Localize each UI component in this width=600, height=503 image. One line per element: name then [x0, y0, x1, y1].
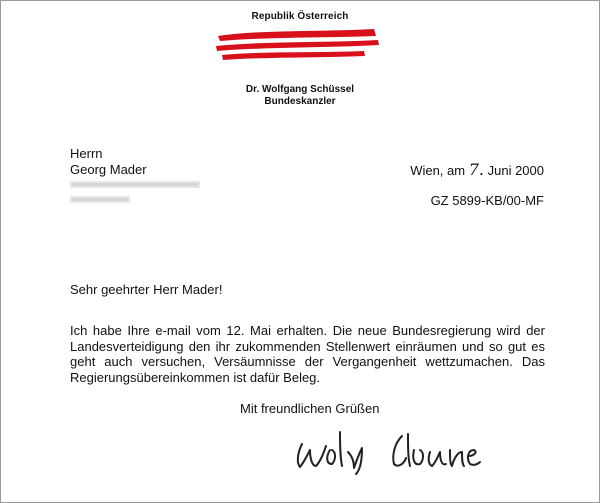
greeting: Sehr geehrter Herr Mader!: [70, 282, 223, 297]
date-month-year: Juni 2000: [487, 163, 544, 178]
redacted-address-line-1: [70, 180, 205, 190]
handwritten-signature: [290, 422, 500, 477]
flag-stripe-top: [218, 29, 376, 41]
sender-block: [220, 84, 380, 108]
date-day-handwritten: 7.: [468, 160, 484, 179]
sender-title: Bundeskanzler: [264, 96, 336, 107]
flag-stripe-middle: [216, 40, 379, 51]
recipient-salutation: Herrn: [70, 146, 103, 161]
sender-name: Dr. Wolfgang Schüssel: [245, 84, 355, 95]
austrian-flag-brushstroke: [214, 24, 384, 68]
letter-body: Ich habe Ihre e-mail vom 12. Mai erhalten. Die neue Bundesregierung wird der Landesverteidigung den ihr zukommenden Stellenwert einräumen und so gut es geht auch versuchen, Versäumnisse der Vergangenheit wettzumachen. Das Regierungsübereinkommen ist dafür Beleg.: [70, 323, 545, 385]
recipient-block: [70, 146, 147, 177]
flag-stripe-bottom: [222, 51, 365, 60]
reference-number: GZ 5899-KB/00-MF: [430, 193, 544, 208]
recipient-name: Georg Mader: [70, 161, 147, 177]
redacted-address-line-2: [70, 195, 205, 205]
date-place: Wien, am: [410, 163, 466, 178]
letterhead-country: Republik Österreich: [251, 11, 349, 22]
date-line: [410, 162, 544, 179]
closing: Mit freundlichen Grüßen: [240, 401, 380, 416]
